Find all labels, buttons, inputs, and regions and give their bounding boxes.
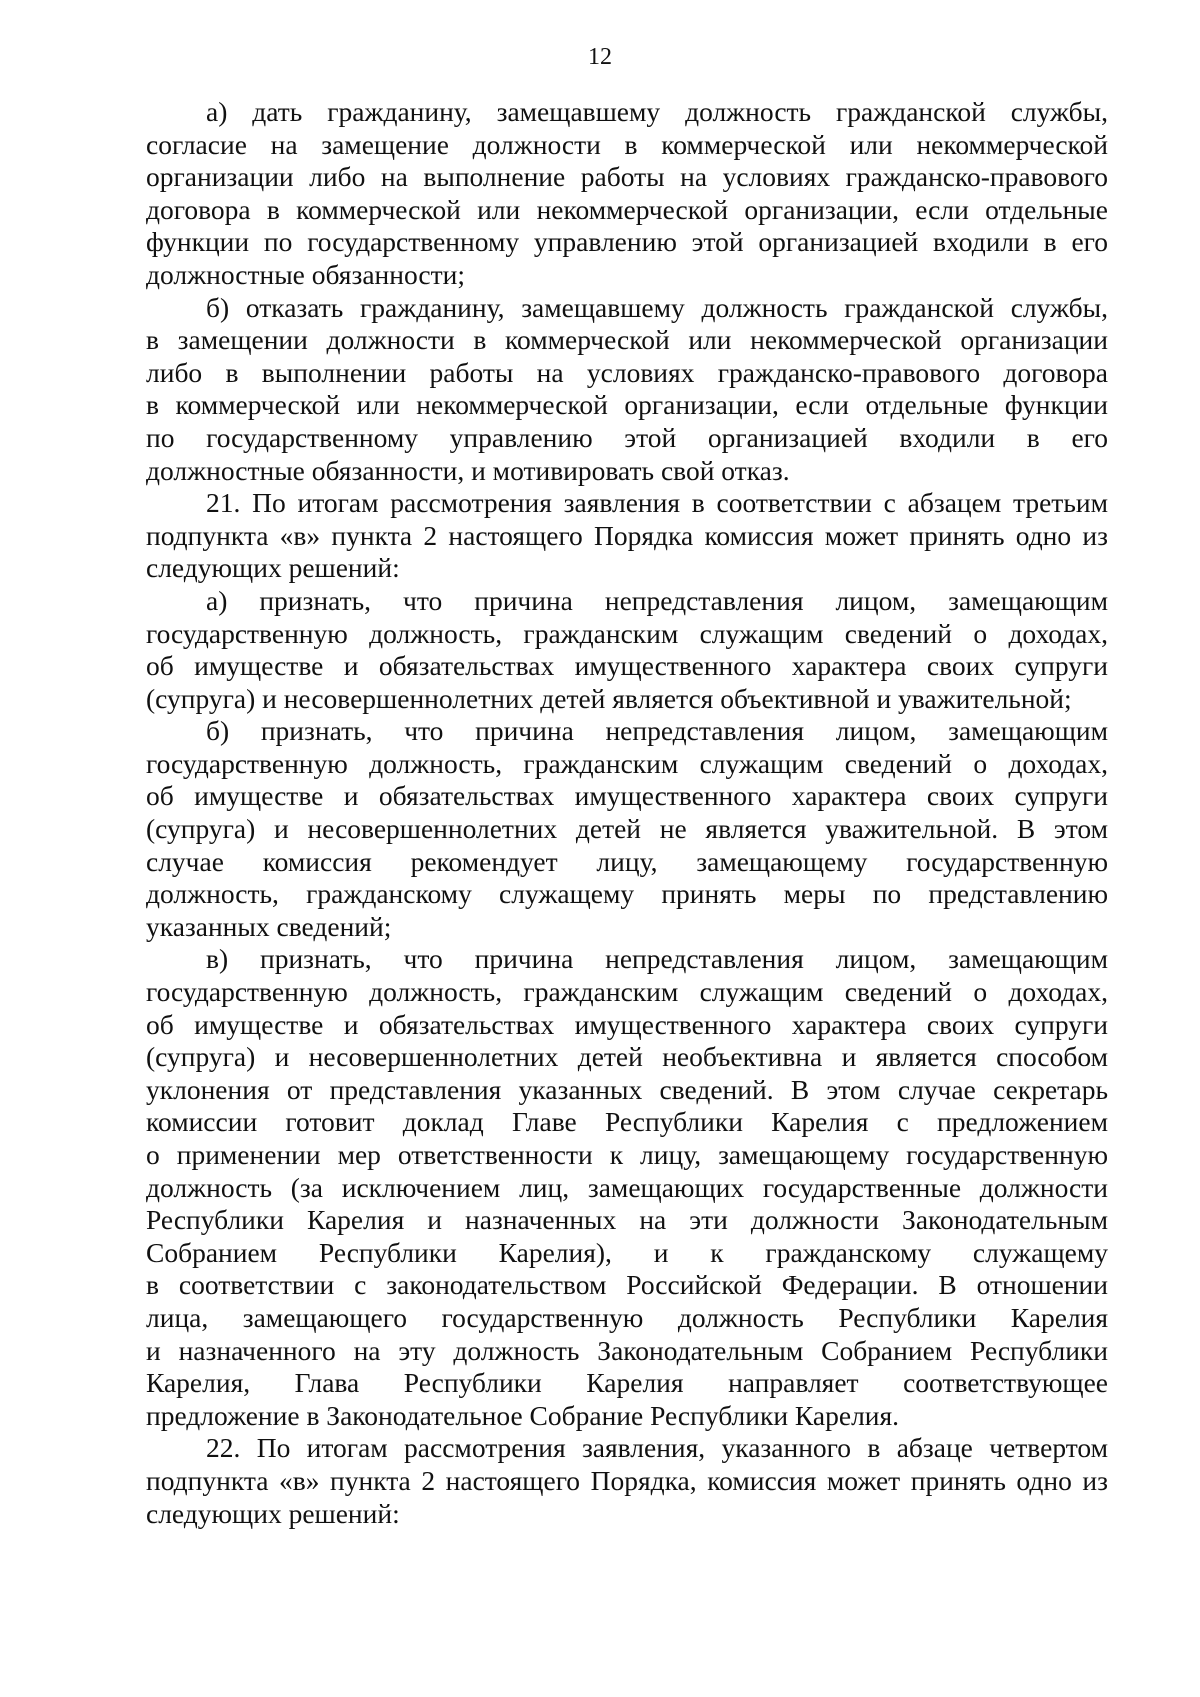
text-line: должность, гражданскому служащему принять меры по представлению <box>146 878 1108 910</box>
text-line: 22. По итогам рассмотрения заявления, указанного в абзаце четвертом <box>206 1432 1108 1464</box>
text-line: государственную должность, гражданским служащим сведений о доходах, <box>146 617 1108 649</box>
text-line: об имуществе и обязательствах имущественного характера своих супруги <box>146 780 1108 812</box>
text-line: случае комиссия рекомендует лицу, замещающему государственную <box>146 845 1108 877</box>
text-line: и назначенного на эту должность Законодательным Собранием Республики <box>146 1334 1108 1366</box>
text-line: лица, замещающего государственную должность Республики Карелия <box>146 1301 1108 1333</box>
text-line: согласие на замещение должности в коммерческой или некоммерческой <box>146 128 1108 160</box>
text-line: (супруга) и несовершеннолетних детей не является уважительной. В этом <box>146 813 1108 845</box>
text-line: должностные обязанности; <box>146 258 465 290</box>
page-number: 12 <box>588 44 612 70</box>
text-line: государственную должность, гражданским служащим сведений о доходах, <box>146 747 1108 779</box>
text-line: в) признать, что причина непредставления лицом, замещающим <box>206 943 1108 975</box>
text-line: функции по государственному управлению этой организацией входили в его <box>146 226 1108 258</box>
text-line: комиссии готовит доклад Главе Республики Карелия с предложением <box>146 1106 1108 1138</box>
text-line: в соответствии с законодательством Российской Федерации. В отношении <box>146 1269 1108 1301</box>
text-line: договора в коммерческой или некоммерческой организации, если отдельные <box>146 193 1108 225</box>
text-line: по государственному управлению этой организацией входили в его <box>146 421 1108 453</box>
text-line: (супруга) и несовершеннолетних детей является объективной и уважительной; <box>146 682 1072 714</box>
text-line: Карелия, Глава Республики Карелия направляет соответствующее <box>146 1367 1108 1399</box>
text-line: предложение в Законодательное Собрание Республики Карелия. <box>146 1399 900 1431</box>
text-line: Республики Карелия и назначенных на эти должности Законодательным <box>146 1204 1108 1236</box>
body-text <box>146 96 1108 1530</box>
text-line: Собранием Республики Карелия), и к гражданскому служащему <box>146 1236 1108 1268</box>
text-line: а) дать гражданину, замещавшему должность гражданской службы, <box>206 96 1108 127</box>
text-line: б) отказать гражданину, замещавшему должность гражданской службы, <box>206 291 1108 323</box>
text-line: должностные обязанности, и мотивировать свой отказ. <box>146 454 790 486</box>
text-line: уклонения от представления указанных сведений. В этом случае секретарь <box>146 1073 1108 1105</box>
text-line: либо в выполнении работы на условиях гражданско-правового договора <box>146 356 1108 388</box>
text-line: должность (за исключением лиц, замещающих государственные должности <box>146 1171 1108 1203</box>
text-line: организации либо на выполнение работы на условиях гражданско-правового <box>146 161 1108 193</box>
text-line: подпункта «в» пункта 2 настоящего Порядка комиссия может принять одно из <box>146 519 1108 551</box>
text-line: об имуществе и обязательствах имущественного характера своих супруги <box>146 1008 1108 1040</box>
text-line: подпункта «в» пункта 2 настоящего Порядка, комиссия может принять одно из <box>146 1464 1108 1496</box>
text-line: в коммерческой или некоммерческой организации, если отдельные функции <box>146 389 1108 421</box>
text-line: указанных сведений; <box>146 910 392 942</box>
text-line: б) признать, что причина непредставления лицом, замещающим <box>206 715 1108 747</box>
text-line: следующих решений: <box>146 1497 400 1529</box>
text-line: (супруга) и несовершеннолетних детей необъективна и является способом <box>146 1041 1108 1073</box>
text-line: а) признать, что причина непредставления лицом, замещающим <box>206 584 1108 616</box>
text-line: 21. По итогам рассмотрения заявления в соответствии с абзацем третьим <box>206 487 1108 519</box>
text-line: в замещении должности в коммерческой или некоммерческой организации <box>146 324 1108 356</box>
text-line: следующих решений: <box>146 552 400 584</box>
text-line: о применении мер ответственности к лицу, замещающему государственную <box>146 1139 1108 1170</box>
text-line: государственную должность, гражданским служащим сведений о доходах, <box>146 976 1108 1008</box>
text-line: об имуществе и обязательствах имущественного характера своих супруги <box>146 650 1108 682</box>
